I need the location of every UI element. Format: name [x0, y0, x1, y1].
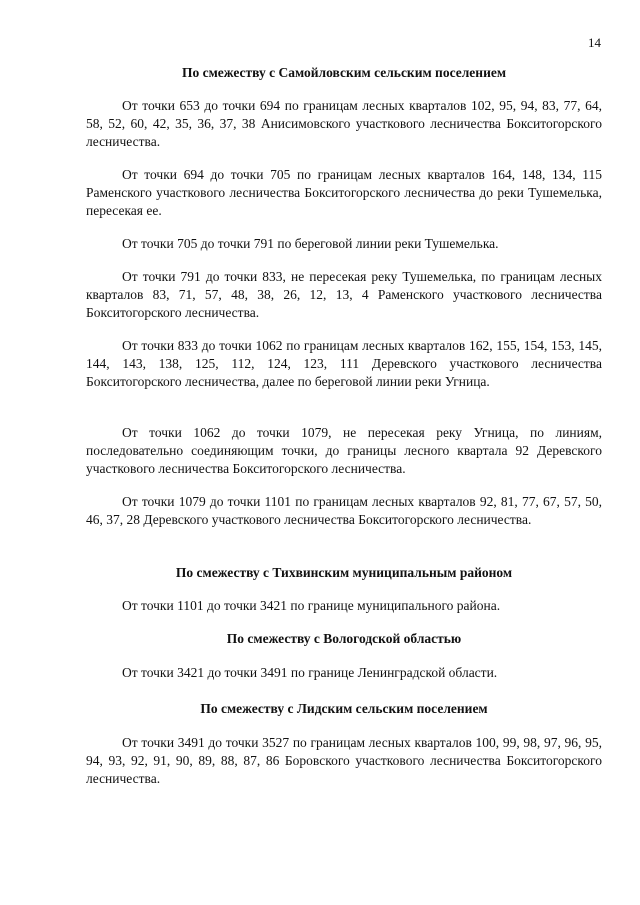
section-heading-vologda: По смежеству с Вологодской областью: [226, 631, 462, 646]
paragraph-point-705-791: От точки 705 до точки 791 по береговой линии реки Тушемелька.: [122, 236, 499, 251]
paragraph-point-653-694: От точки 653 до точки 694 по границам лесных кварталов 102, 95, 94, 83, 77, 64, 58, 52, 60, 42, 35, 36, 37, 38 Анисимовского участкового лесничества Бокситогорского лесничества.: [86, 98, 602, 149]
page-number: 14: [588, 35, 601, 50]
section-heading-samoylovskoe: По смежеству с Самойловским сельским поселением: [181, 65, 507, 80]
paragraph-point-833-1062: От точки 833 до точки 1062 по границам лесных кварталов 162, 155, 154, 153, 145, 144, 143, 138, 125, 112, 124, 123, 111 Деревского участкового лесничества Бокситогорского лесничества, далее по береговой линии реки Угница.: [86, 338, 602, 389]
paragraph-point-1101-3421: От точки 1101 до точки 3421 по границе муниципального района.: [122, 598, 501, 613]
paragraph-point-3421-3491: От точки 3421 до точки 3491 по границе Ленинградской области.: [122, 665, 498, 680]
paragraph-point-3491-3527: От точки 3491 до точки 3527 по границам лесных кварталов 100, 99, 98, 97, 96, 95, 94, 93, 92, 91, 90, 89, 88, 87, 86 Боровского участкового лесничества Бокситогорского лесничества.: [86, 735, 602, 786]
paragraph-point-694-705: От точки 694 до точки 705 по границам лесных кварталов 164, 148, 134, 115 Раменского участкового лесничества Бокситогорского лесничества до реки Тушемелька, пересекая ее.: [86, 167, 602, 218]
section-heading-tikhvinsky: По смежеству с Тихвинским муниципальным районом: [175, 565, 513, 580]
paragraph-point-791-833: От точки 791 до точки 833, не пересекая реку Тушемелька, по границам лесных кварталов 83, 71, 57, 48, 38, 26, 12, 13, 4 Раменского участкового лесничества Бокситогорского лесничества.: [86, 269, 602, 320]
paragraph-point-1079-1101: От точки 1079 до точки 1101 по границам лесных кварталов 92, 81, 77, 67, 57, 50, 46, 37, 28 Деревского участкового лесничества Бокситогорского лесничества.: [86, 494, 602, 527]
section-heading-lidskoe: По смежеству с Лидским сельским поселением: [200, 701, 488, 716]
paragraph-point-1062-1079: От точки 1062 до точки 1079, не пересекая реку Угница, по линиям, последовательно соединяющим точки, до границы лесного квартала 92 Деревского участкового лесничества Бокситогорского лесничества.: [86, 425, 602, 476]
